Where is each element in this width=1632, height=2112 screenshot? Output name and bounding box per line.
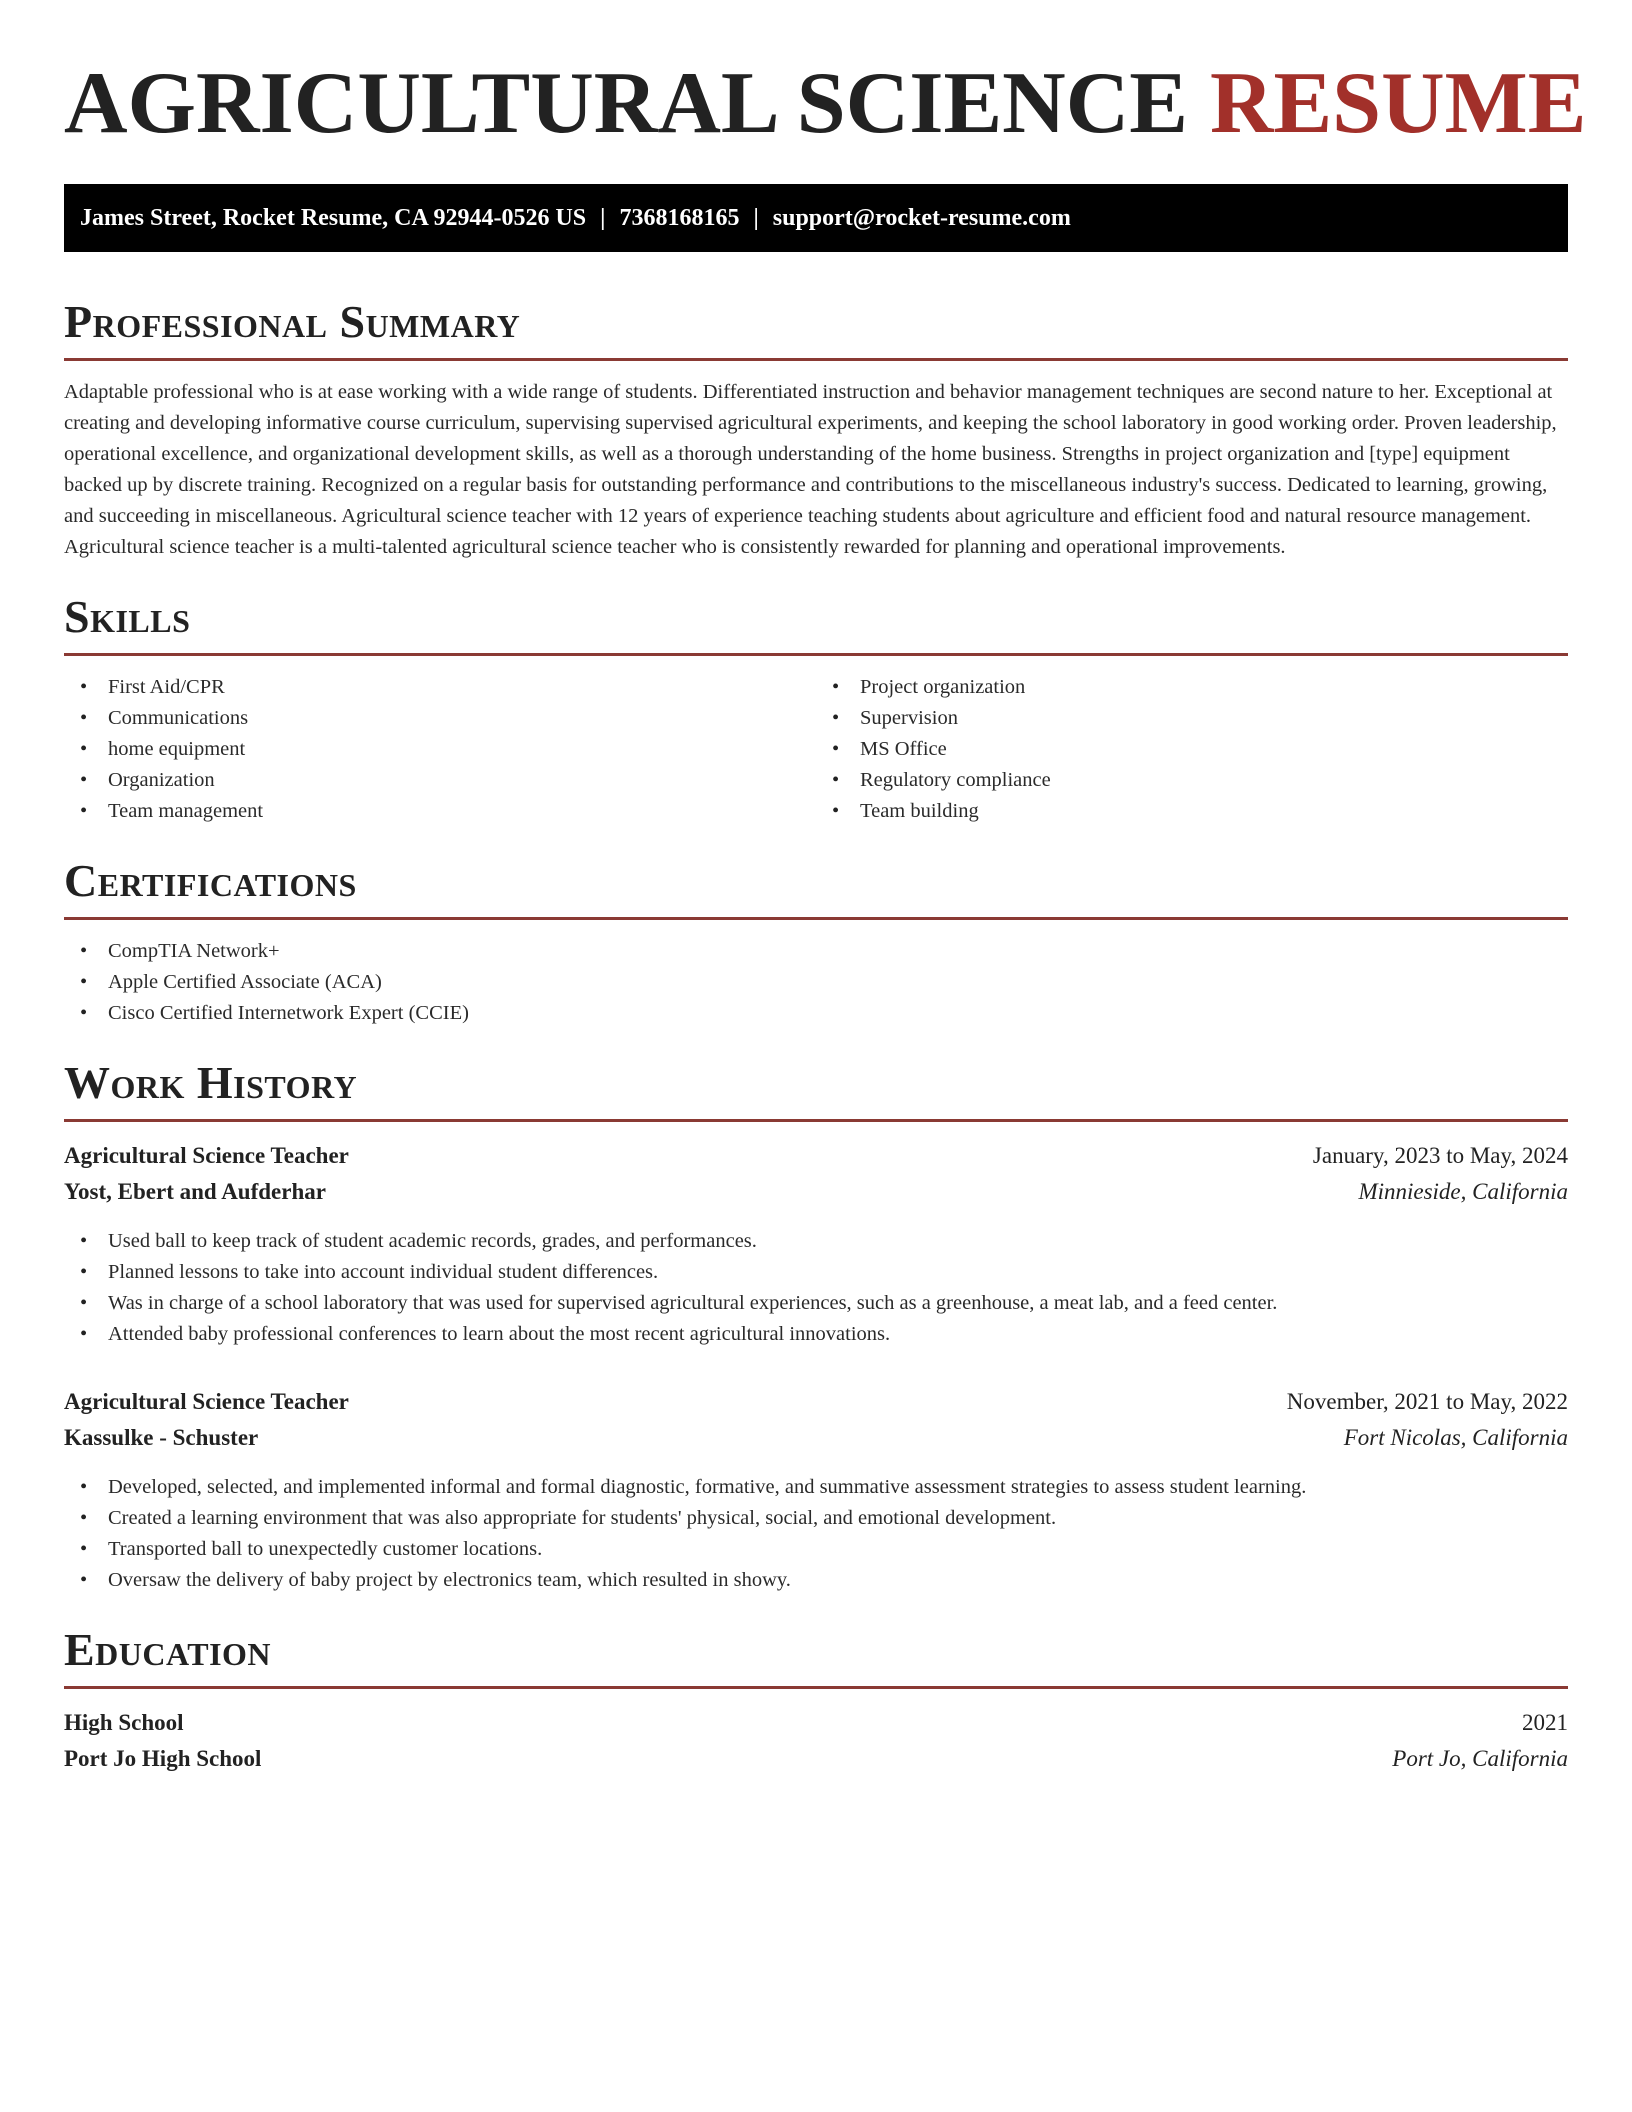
skill-item: • Organization <box>64 765 816 796</box>
certification-item: • CompTIA Network+ <box>64 936 1568 967</box>
skill-item: • Team management <box>64 796 816 827</box>
job-entry <box>64 1138 1568 1350</box>
skills-grid <box>64 672 1568 827</box>
education-year: 2021 <box>1522 1710 1568 1735</box>
skill-item: • Team building <box>816 796 1568 827</box>
skill-item: • Communications <box>64 703 816 734</box>
job-entry <box>64 1384 1568 1596</box>
skill-item: • Project organization <box>816 672 1568 703</box>
job-dates: November, 2021 to May, 2022 <box>1286 1389 1568 1414</box>
section-divider <box>64 358 1568 361</box>
skill-item: • First Aid/CPR <box>64 672 816 703</box>
section-divider <box>64 1119 1568 1122</box>
skill-item: • Supervision <box>816 703 1568 734</box>
education-location: Port Jo, California <box>1392 1746 1568 1771</box>
job-bullets <box>64 1226 1568 1350</box>
resume-title <box>64 54 1587 154</box>
certification-item: • Apple Certified Associate (ACA) <box>64 967 1568 998</box>
job-location: Minnieside, California <box>1358 1179 1568 1204</box>
summary-section <box>64 296 1568 563</box>
skills-section <box>64 591 1568 827</box>
contact-separator: | <box>753 205 759 231</box>
resume-title-accent: RESUME <box>1209 55 1587 152</box>
contact-phone: 7368168165 <box>619 205 740 231</box>
skills-list-right <box>816 672 1568 827</box>
job-company: Kassulke - Schuster <box>64 1425 259 1450</box>
job-bullet: • Created a learning environment that was also appropriate for students' physical, social, and emotional development. <box>64 1503 1568 1534</box>
section-divider <box>64 1686 1568 1689</box>
job-title: Agricultural Science Teacher <box>64 1389 349 1414</box>
job-location: Fort Nicolas, California <box>1343 1425 1568 1450</box>
job-bullet: • Attended baby professional conferences to learn about the most recent agricultural innovations. <box>64 1319 1568 1350</box>
job-bullet: • Used ball to keep track of student academic records, grades, and performances. <box>64 1226 1568 1257</box>
work-history-heading: Work History <box>64 1057 358 1108</box>
section-divider <box>64 653 1568 656</box>
contact-address: James Street, Rocket Resume, CA 92944-0526 US <box>80 205 587 231</box>
certifications-section <box>64 855 1568 1029</box>
education-section <box>64 1624 1568 1777</box>
education-school: Port Jo High School <box>64 1746 262 1771</box>
job-title: Agricultural Science Teacher <box>64 1143 349 1168</box>
contact-separator: | <box>600 205 606 231</box>
education-heading: Education <box>64 1624 272 1675</box>
summary-text: Adaptable professional who is at ease working with a wide range of students. Differentiated instruction and behavior management techniques are second nature to her. Exceptional at creating and developing informative course curriculum, supervising supervised agricultural experiments, and keeping the school laboratory in good working order. Proven leadership, operational excellence, and organizational development skills, as well as a thorough understanding of the home business. Strengths in project organization and [type] equipment backed up by discrete training. Recognized on a regular basis for outstanding performance and contributions to the miscellaneous industry's success. Dedicated to learning, growing, and succeeding in miscellaneous. Agricultural science teacher with 12 years of experience teaching students about agriculture and efficient food and natural resource management. Agricultural science teacher is a multi-talented agricultural science teacher who is consistently rewarded for planning and operational improvements. <box>64 381 1557 558</box>
skills-heading: Skills <box>64 591 191 642</box>
section-divider <box>64 917 1568 920</box>
job-bullet: • Developed, selected, and implemented informal and formal diagnostic, formative, and summative assessment strategies to assess student learning. <box>64 1472 1568 1503</box>
resume-title-main: AGRICULTURAL SCIENCE <box>64 55 1188 152</box>
job-bullet: • Transported ball to unexpectedly customer locations. <box>64 1534 1568 1565</box>
certification-item: • Cisco Certified Internetwork Expert (CCIE) <box>64 998 1568 1029</box>
contact-bar <box>64 184 1568 252</box>
summary-heading: Professional Summary <box>64 296 521 347</box>
job-bullet: • Oversaw the delivery of baby project by electronics team, which resulted in showy. <box>64 1565 1568 1596</box>
job-dates: January, 2023 to May, 2024 <box>1312 1143 1568 1168</box>
job-bullet: • Was in charge of a school laboratory that was used for supervised agricultural experiences, such as a greenhouse, a meat lab, and a feed center. <box>64 1288 1568 1319</box>
job-bullets <box>64 1472 1568 1596</box>
job-company: Yost, Ebert and Aufderhar <box>64 1179 326 1204</box>
certifications-heading: Certifications <box>64 855 357 906</box>
certifications-list <box>64 936 1568 1029</box>
contact-email: support@rocket-resume.com <box>772 205 1071 231</box>
skill-item: • Regulatory compliance <box>816 765 1568 796</box>
education-degree: High School <box>64 1710 184 1735</box>
skill-item: • home equipment <box>64 734 816 765</box>
work-history-section <box>64 1057 1568 1596</box>
skill-item: • MS Office <box>816 734 1568 765</box>
skills-list-left <box>64 672 816 827</box>
job-bullet: • Planned lessons to take into account individual student differences. <box>64 1257 1568 1288</box>
